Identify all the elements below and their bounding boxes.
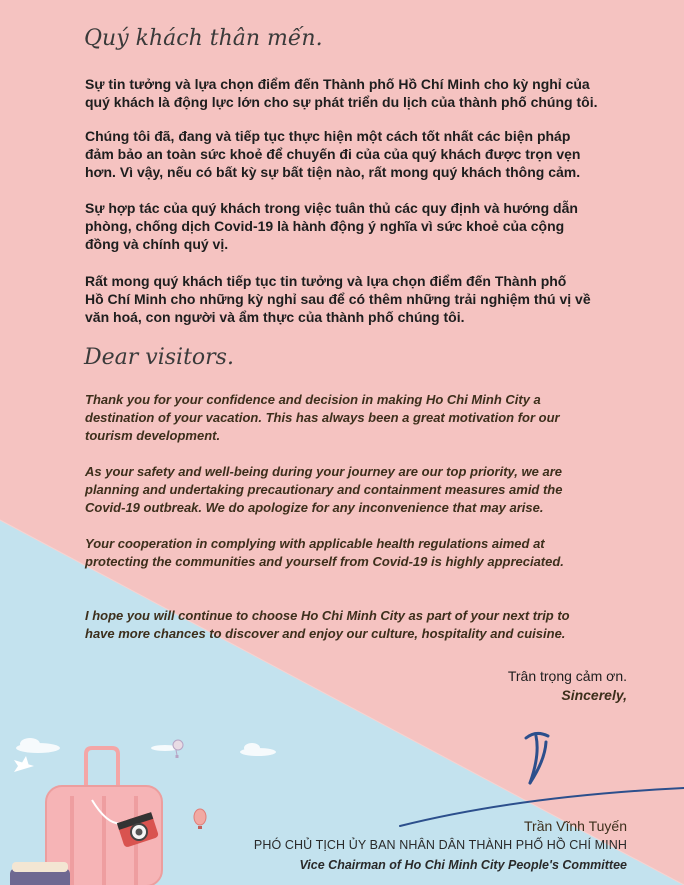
vi-paragraph-2: Chúng tôi đã, đang và tiếp tục thực hiện một cách tốt nhất các biện pháp đảm bảo an toàn sức khoẻ để chuyến đi của của quý khách được trọn vẹn hơn. Vì vậy, nếu có bất kỳ sự bất tiện nào, rất mong quý khách thông cảm. [85, 128, 581, 180]
vi-paragraph-3: Sự hợp tác của quý khách trong việc tuân thủ các quy định và hướng dẫn phòng, chống dịch Covid-19 là hành động ý nghĩa vì sức khoẻ của cộng đồng và chính quý vị. [85, 200, 578, 252]
signatory-name: Trần Vĩnh Tuyến [524, 818, 627, 834]
vietnamese-greeting: Quý khách thân mến. [84, 26, 323, 51]
en-paragraph-2: As your safety and well-being during your journey are our top priority, we are planning and undertaking precautionary and containment measures amid the Covid-19 outbreak. We do apologize for any inconvenience that may arise. [85, 464, 563, 515]
vi-paragraph-1: Sự tin tưởng và lựa chọn điểm đến Thành phố Hồ Chí Minh cho kỳ nghỉ của quý khách là động lực lớn cho sự phát triển du lịch của thành phố chúng tôi. [85, 76, 598, 110]
signatory-title-vi: PHÓ CHỦ TỊCH ỦY BAN NHÂN DÂN THÀNH PHỐ HỒ CHÍ MINH [253, 838, 627, 852]
en-paragraph-1: Thank you for your confidence and decision in making Ho Chi Minh City a destination of your vacation. This has always been a great motivation for our tourism development. [85, 392, 560, 443]
english-greeting: Dear visitors. [84, 345, 234, 370]
signatory-title-en: Vice Chairman of Ho Chi Minh City People's Committee [299, 858, 627, 872]
closing-english: Sincerely, [561, 687, 627, 703]
en-paragraph-4: I hope you will continue to choose Ho Chi Minh City as part of your next trip to have more chances to discover and enjoy our culture, hospitality and cuisine. [85, 608, 570, 641]
vi-paragraph-4: Rất mong quý khách tiếp tục tin tưởng và lựa chọn điểm đến Thành phố Hồ Chí Minh cho những kỳ nghỉ sau để có thêm những trải nghiệm thú vị về văn hoá, con người và ẩm thực của thành phố chúng tôi. [85, 273, 591, 325]
bag-illustration [10, 862, 70, 885]
closing-vietnamese: Trân trọng cảm ơn. [507, 668, 627, 684]
en-paragraph-3: Your cooperation in complying with applicable health regulations aimed at protecting the communities and yourself from Covid-19 is highly appreciated. [85, 536, 564, 569]
